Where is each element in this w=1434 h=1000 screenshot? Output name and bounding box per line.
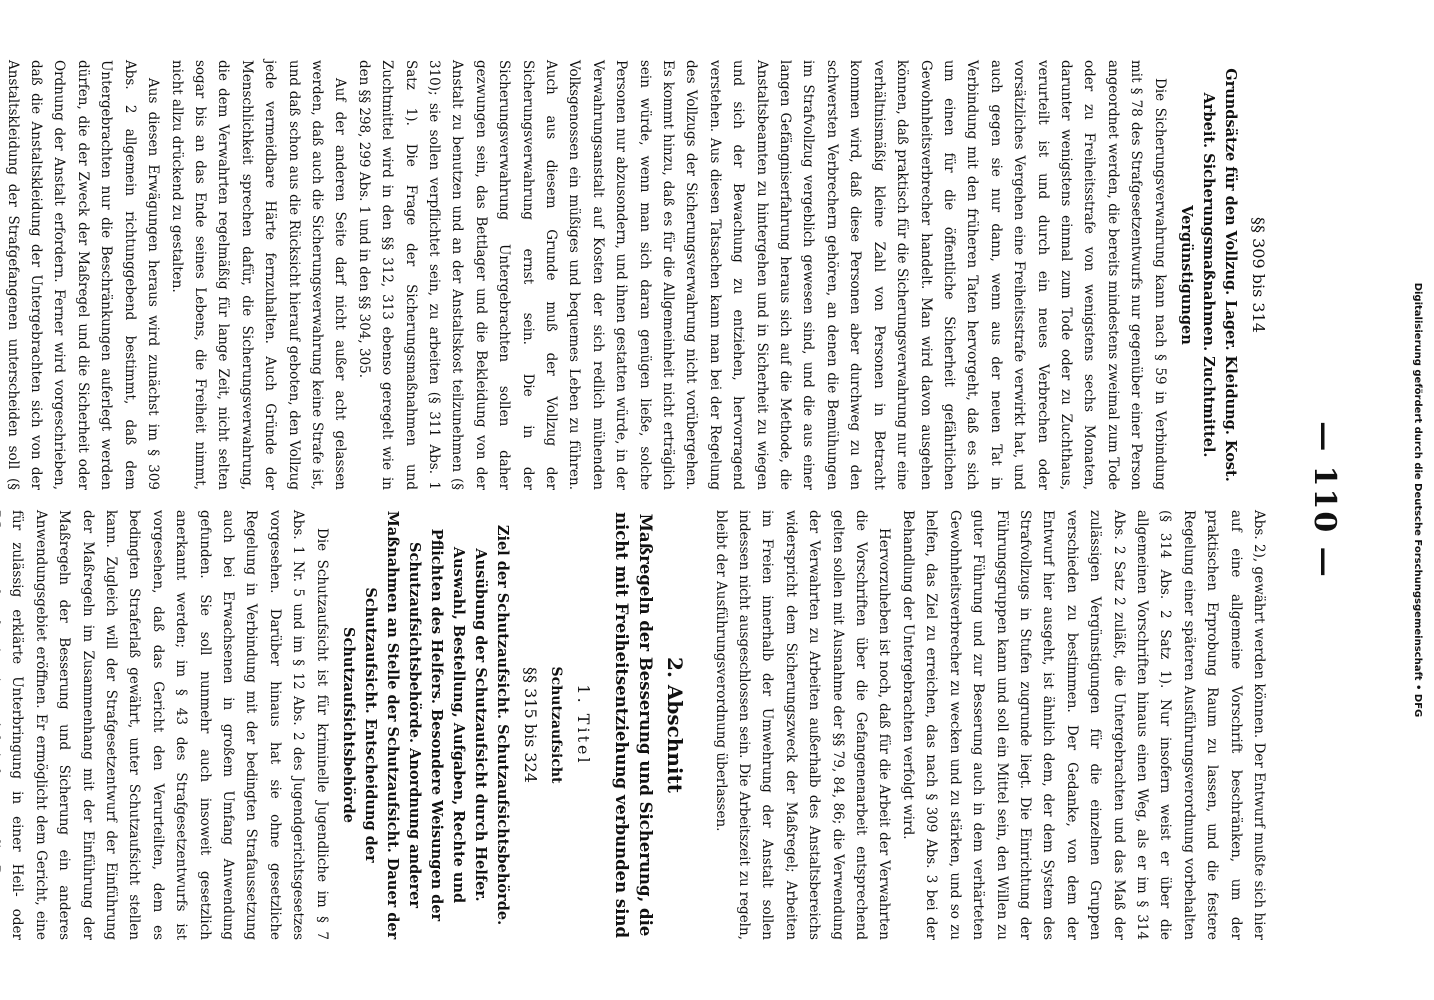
right-paragraph-3: Die Schutzaufsicht ist für kriminelle Jugendliche im § 7 Abs. 1 Nr. 5 und im § 12 Abs. 2 des Jugendgerichtsgesetzes vorgesehen. Darüber hinaus hat sie ohne gesetzliche Regelung in Verbindung mit der bedingten Strafaussetzung auch bei Erwachsenen in großem Umfang Anwendung gefunden. Sie soll nunmehr auch insoweit gesetzlich anerkannt werden; im § 43 des Strafgesetzentwurfs ist vorgesehen, daß das Gericht den Verurteilten, dem es bedingten Straferlaß gewährt, unter Schutzaufsicht stellen kann. Zugleich will der Strafgesetzentwurf der Einführung der Maßregeln im Zusammenhang mit der Einführung der Maßregeln der Besserung und Sicherung ein anderes Anwendungsgebiet eröffnen. Er ermöglicht dem Gericht, eine für zulässig erklärte Unterbringung in einer Heil- oder [9,510,330,940]
left-heading: Grundsätze für den Vollzug. Lager. Kleidung. Kost. Arbeit. Sicherungsmaßnahmen. Zuchtmittel. Vergünstigungen [1177,68,1239,482]
section-number: 2. Abschnitt [663,657,688,793]
right-lead-heading: Ziel der Schutzaufsicht. Schutzaufsichtsbehörde. Ausübung der Schutzaufsicht durch Helfer. Auswahl, Bestellung, Aufgaben, Rechte und Pflichten des Helfers. Besondere Weisungen der Schutzaufsichtsbehörde. Anordnung anderer Maßnahmen an Stelle der Schutzaufsicht. Dauer der Schutzaufsicht. Entscheidung der Schutzaufsichtsbehörde [339,510,511,940]
right-column [9,510,1270,940]
right-paragraph-2: Hervorzuheben ist noch, daß für die Arbeit der Verwahrten die Vorschriften über die Gefangenenarbeit entsprechend gelten sollen mit Ausnahme der §§ 79, 84, 86; die Verwendung der Verwahrten zu Arbeiten außerhalb des Anstaltsbereichs widerspricht dem Sicherungszweck der Maßregel; Arbeiten im Freien innerhalb der Umwehrung der Anstalt sollen indessen nicht ausgeschlossen sein. Die Arbeitszeit zu regeln, bleibt der Ausführungsverordnung überlassen. [712,510,893,940]
left-column [4,60,1270,490]
left-paragraph-1: Die Sicherungsverwahrung kann nach § 59 in Verbindung mit § 78 des Strafgesetzentwurfs nur gegenüber einer Person angeordnet werden, die bereits mindestens zweimal zum Tode oder zu Freiheitsstrafe von wenigstens sechs Monaten, darunter wenigstens einmal zum Tode oder zu Zuchthaus, verurteilt ist und durch ein neues Verbrechen oder vorsätzliches Vergehen eine Freiheitsstrafe verwirkt hat, und auch gegen sie nur dann, wenn aus der neuen Tat in Verbindung mit den früheren Taten hervorgeht, daß es sich um einen für die öffentliche Sicherheit gefährlichen Gewohnheitsverbrecher handelt. Man wird davon ausgehen können, daß praktisch für die Sicherungsverwahrung nur eine verhältnismäßig kleine Zahl von Personen in Betracht kommen wird, daß diese Personen aber durchweg zu den schwersten Verbrechern gehören, an denen die Bemühungen im Strafvollzug vergeblich gewesen sind, und die aus einer langen Gefängniserfahrung heraus sich auf die Methode, die Anstaltsbeamten zu hintergehen und in Sicherheit zu wiegen und sich der Bewachung zu entziehen, hervorragend verstehen. Aus diesen Tatsachen kann man bei der Regelung des Vollzugs der Sicherungsverwahrung nicht vorübergehen. Es kommt hinzu, daß es für die Allgemeinheit nicht erträglich sein würde, wenn man sich daran genügen ließe, solche Personen nur abzusondern, und ihnen gestatten würde, in der Verwahrungsanstalt auf Kosten der sich redlich mühenden Volksgenossen ein müßiges und bequemes Leben zu führen. Auch aus diesem Grunde muß der Vollzug der Sicherungsverwahrung ernst sein. Die in der Sicherungsverwahrung Untergebrachten sollen daher gezwungen sein, das Bettlager und die Bekleidung von der Anstalt zu benutzen und an der Anstaltskost teilzunehmen (§ 310); sie sollen verpflichtet sein, zu arbeiten (§ 311 Abs. 1 Satz 1). Die Frage der Sicherungsmaßnahmen und Zuchtmittel wird in den §§ 312, 313 ebenso geregelt wie in den §§ 298, 299 Abs. 1 und in den §§ 304, 305. [355,60,1168,490]
page-number: — 110 — [1307,421,1342,579]
left-paragraph-3: Aus diesen Erwägungen heraus wird zunächst im § 309 Abs. 2 allgemein richtunggebend bestimmt, daß dem Untergebrachten nur die Beschränkungen auferlegt werden dürfen, die der Zweck der Maßregel und die Sicherheit oder Ordnung der Anstalt erfordern. Ferner wird vorgeschrieben, daß die Anstaltskleidung der Untergebrachten sich von der Anstaltskleidung der Strafgefangenen unterscheiden soll (§ [4,60,162,490]
section-heading: Maßregeln der Besserung und Sicherung, die nicht mit Freiheitsentziehung verbunden sind [611,511,655,939]
titel-name: Schutzaufsicht [548,666,565,784]
right-paragraph-1: Abs. 2), gewährt werden können. Der Entwurf mußte sich hier auf eine allgemeine Vorschrift beschränken, um der praktischen Erprobung Raum zu lassen, und die festere Regelung einer späteren Ausführungsverordnung vorbehalten (§ 314 Abs. 2 Satz 1). Nur insofern weist er über die allgemeinen Vorschriften hinaus einen Weg, als er im § 314 Abs. 2 Satz 2 zuläßt, die Untergebrachten und das Maß der zulässigen Vergünstigungen für die einzelnen Gruppen verschieden zu bestimmen. Der Gedanke, von dem der Entwurf hier ausgeht, ist ähnlich dem, der dem System des Strafvollzugs in Stufen zugrunde liegt. Die Einrichtung der Führungsgruppen kann und soll ein Mittel sein, den Willen zu guter Führung und zur Besserung auch in dem verhärteten Gewohnheitsverbrecher zu wecken und zu stärken, und so zu helfen, das Ziel zu erreichen, das nach § 309 Abs. 3 bei der Behandlung der Untergebrachten verfolgt wird. [899,510,1267,940]
paragraph-range-left: §§ 309 bis 314 [1249,217,1268,333]
dfg-credit-text: Digitalisierung gefördert durch die Deutsche Forschungsgemeinschaft • DFG [1412,282,1423,718]
paragraph-range-right: §§ 315 bis 324 [521,667,541,783]
dfg-sidebar [1404,0,1430,1000]
titel-line: 1. Titel [573,684,593,766]
left-paragraph-2: Auf der anderen Seite darf nicht außer acht gelassen werden, daß auch die Sicherungsverwahrung keine Strafe ist, und daß schon aus die Rücksicht hierauf geboten, den Vollzug jede vermeidbare Härte fernzuhalten. Auch Gründe der Menschlichkeit sprechen dafür, die Sicherungsverwahrung, die dem Verwahrten regelmäßig für lange Zeit, nicht selten sogar bis an das Ende seines Lebens, die Freiheit nimmt, nicht allzu drückend zu gestalten. [168,60,349,490]
